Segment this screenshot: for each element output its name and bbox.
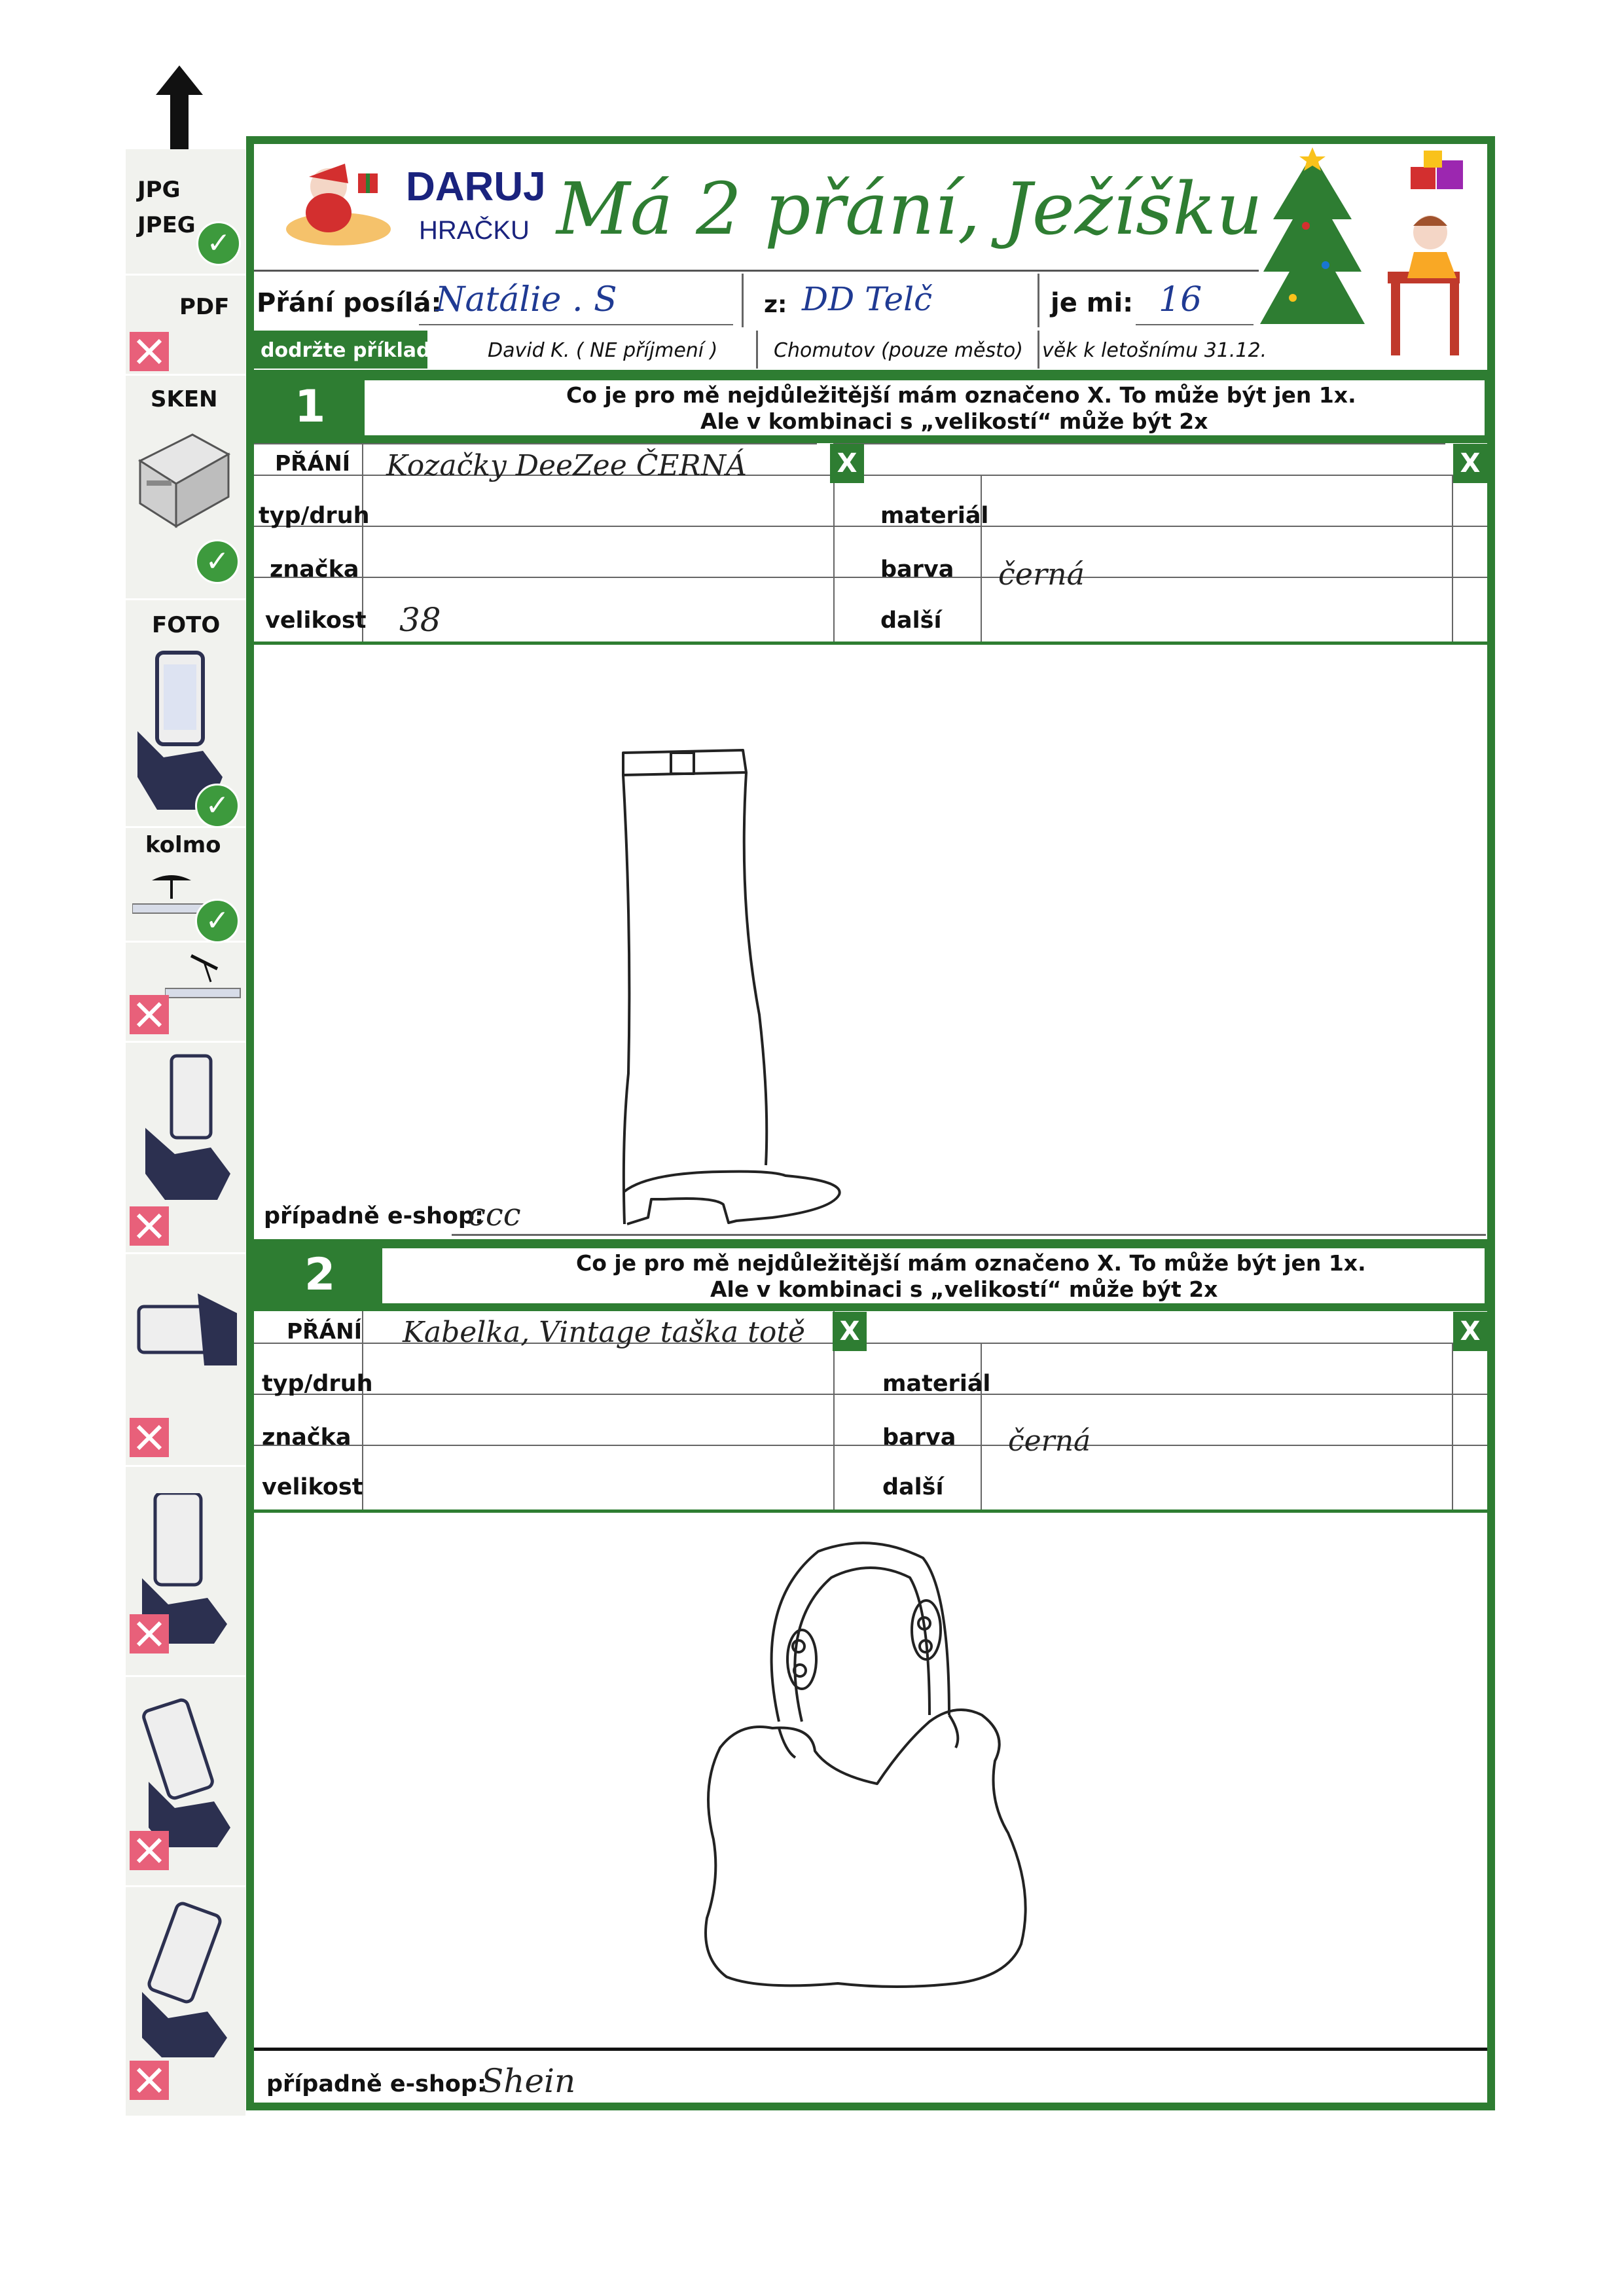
sender-label: Přání posílá:	[257, 288, 442, 318]
tilted-phone-cell	[126, 1043, 245, 1254]
sender-value: Natálie . S	[435, 280, 617, 319]
check-icon: ✓	[195, 899, 240, 943]
sken-label: SKEN	[151, 386, 218, 412]
example-age: věk k letošnímu 31.12.	[1042, 339, 1267, 362]
sken-cell	[126, 376, 245, 600]
other-label: další	[882, 1474, 944, 1500]
section-divider	[246, 1306, 1495, 1311]
wish-value[interactable]: Kabelka, Vintage taška totě	[403, 1316, 806, 1349]
grid-bottom	[254, 642, 1487, 645]
type-label: typ/druh	[262, 1371, 373, 1397]
eshop-label: případně e-shop:	[264, 1203, 484, 1229]
wish-label: PŘÁNÍ	[287, 1318, 363, 1344]
examples-label: dodržte příklady:	[261, 339, 452, 362]
cross-icon	[130, 1418, 169, 1457]
check-icon: ✓	[195, 539, 240, 584]
from-age-separator	[1038, 274, 1039, 327]
color-label: barva	[882, 1424, 956, 1451]
phone-hand-icon	[142, 1900, 234, 2060]
landscape-phone-cell	[126, 1254, 245, 1467]
priority-x-detail[interactable]: X	[1453, 444, 1487, 483]
age-value: 16	[1159, 280, 1202, 319]
kolmo-label: kolmo	[145, 832, 221, 858]
material-label: materiál	[882, 1371, 991, 1397]
sender-underline	[419, 324, 733, 325]
brand-label: značka	[270, 556, 359, 583]
example-separator	[756, 331, 758, 369]
header-divider	[254, 270, 1259, 272]
size-label: velikost	[265, 607, 367, 634]
section-divider	[246, 370, 1495, 378]
cross-icon	[130, 995, 169, 1034]
cross-icon	[130, 1831, 169, 1870]
pdf-label: PDF	[179, 294, 230, 320]
jpeg-label: JPEG	[137, 212, 196, 238]
phone-hand-icon	[132, 1293, 237, 1381]
logo-daruj: DARUJ	[406, 164, 546, 209]
kolmo-cell	[126, 828, 245, 943]
from-value: DD Telč	[802, 280, 933, 318]
instructions-line1: Co je pro mě nejdůležitější mám označeno X. To může být jen 1x.	[576, 1250, 1366, 1276]
wish-number: 1	[295, 381, 326, 433]
grid-bottom	[254, 1509, 1487, 1513]
example-separator	[1038, 331, 1039, 369]
eshop-value[interactable]: Shein	[481, 2062, 576, 2100]
wish-value[interactable]: Kozačky DeeZee ČERNÁ	[386, 449, 747, 482]
check-icon: ✓	[196, 221, 241, 266]
check-icon: ✓	[195, 784, 240, 828]
size-label: velikost	[262, 1474, 363, 1500]
color-value[interactable]: černá	[1008, 1424, 1091, 1458]
age-underline	[1136, 324, 1254, 325]
scanner-icon	[134, 422, 232, 535]
christmas-tree-icon	[1260, 147, 1483, 366]
instructions-line1: Co je pro mě nejdůležitější mám označeno X. To může být jen 1x.	[566, 382, 1356, 408]
sender-from-separator	[742, 274, 744, 327]
eshop-underline	[452, 1234, 1486, 1236]
boot-sketch	[609, 733, 857, 1233]
angled-photo-icon	[165, 949, 244, 1011]
size-value[interactable]: 38	[399, 601, 441, 639]
upright-phone-cell	[126, 1467, 245, 1677]
age-label: je mi:	[1051, 288, 1134, 318]
cross-icon	[130, 1206, 169, 1246]
eshop-value[interactable]: ccc	[468, 1197, 521, 1233]
angled-cell	[126, 943, 245, 1043]
priority-x-detail[interactable]: X	[1453, 1312, 1487, 1351]
logo-hracku: HRAČKU	[419, 216, 530, 245]
material-label: materiál	[880, 503, 989, 529]
rotated-phone-cell	[126, 1887, 245, 2116]
color-value[interactable]: černá	[998, 556, 1085, 592]
type-label: typ/druh	[259, 503, 370, 529]
from-label: z:	[764, 291, 787, 318]
instructions-line2: Ale v kombinaci s „velikostí“ může být 2x	[710, 1276, 1218, 1302]
jpg-cell	[126, 149, 245, 276]
priority-x-wish[interactable]: X	[833, 1312, 867, 1351]
handbag-sketch	[681, 1525, 1074, 1993]
instructions-line2: Ale v kombinaci s „velikostí“ může být 2x	[700, 408, 1208, 434]
section-divider	[246, 1239, 1495, 1246]
cross-icon	[130, 2061, 169, 2100]
cross-icon	[130, 332, 169, 371]
priority-x-wish[interactable]: X	[830, 444, 864, 483]
arrow-up-icon	[156, 65, 203, 151]
example-name: David K. ( NE příjmení )	[488, 339, 718, 362]
phone-hand-icon	[142, 1697, 234, 1850]
skewed-phone-cell	[126, 1677, 245, 1887]
cross-icon	[130, 1614, 169, 1653]
example-city: Chomutov (pouze město)	[774, 339, 1023, 362]
section-divider	[246, 438, 1495, 443]
foto-label: FOTO	[152, 612, 221, 638]
wish-label: PŘÁNÍ	[275, 450, 351, 476]
jpg-label: JPG	[137, 177, 181, 203]
color-label: barva	[880, 556, 954, 583]
brand-label: značka	[262, 1424, 352, 1451]
santa-icon	[283, 157, 394, 251]
pdf-cell	[126, 276, 245, 376]
other-label: další	[880, 607, 942, 634]
eshop-label: případně e-shop:	[266, 2071, 486, 2097]
eshop-divider	[254, 2048, 1487, 2051]
phone-hand-icon	[145, 1049, 237, 1202]
page-title: Má 2 přání, Ježíšku	[556, 167, 1263, 251]
wish-number: 2	[304, 1249, 336, 1301]
left-format-strip	[126, 149, 245, 2116]
foto-cell	[126, 600, 245, 828]
